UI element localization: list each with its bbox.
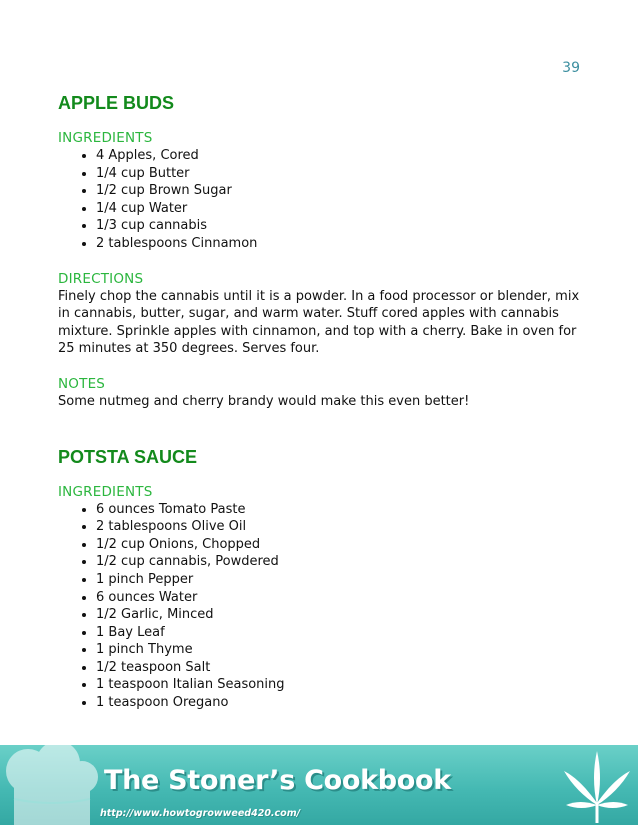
recipe-title: APPLE BUDS <box>58 93 175 113</box>
ingredient-item: • 1/3 cup cannabis <box>96 217 583 235</box>
ingredients-list <box>58 501 583 712</box>
directions-heading: DIRECTIONS <box>58 270 144 287</box>
ingredient-item: • 6 ounces Water <box>96 589 583 607</box>
ingredient-item: • 2 tablespoons Olive Oil <box>96 518 583 536</box>
ingredient-item: • 1/2 Garlic, Minced <box>96 606 583 624</box>
ingredient-item: • 1 pinch Thyme <box>96 641 583 659</box>
page-content <box>58 92 583 712</box>
ingredient-item: • 6 ounces Tomato Paste <box>96 501 583 519</box>
ingredient-item: • 1/4 cup Water <box>96 200 583 218</box>
footer-banner <box>0 745 638 825</box>
ingredient-item: • 4 Apples, Cored <box>96 147 583 165</box>
ingredient-item: • 2 tablespoons Cinnamon <box>96 235 583 253</box>
directions-text: Finely chop the cannabis until it is a powder. In a food processor or blender, mix in cannabis, butter, sugar, and warm water. Stuff cored apples with cannabis mixture. Sprinkle apples with cinnamon, and top with a cherry. Bake in oven for 25 minutes at 350 degrees. Serves four. <box>58 288 580 357</box>
ingredients-heading: INGREDIENTS <box>58 130 153 146</box>
notes-text: Some nutmeg and cherry brandy would make this even better! <box>58 393 470 409</box>
notes-heading: NOTES <box>58 375 106 392</box>
cookbook-title: The Stoner’s Cookbook <box>104 765 451 796</box>
page-number: 39 <box>562 60 580 76</box>
ingredient-item: • 1/2 cup Onions, Chopped <box>96 536 583 554</box>
ingredient-item: • 1 teaspoon Oregano <box>96 694 583 712</box>
ingredient-item: • 1/2 teaspoon Salt <box>96 659 583 677</box>
website-url: http://www.howtogrowweed420.com/ <box>100 808 301 819</box>
recipe-title: POTSTA SAUCE <box>58 446 198 467</box>
ingredient-item: • 1/2 cup cannabis, Powdered <box>96 553 583 571</box>
ingredient-item: • 1 Bay Leaf <box>96 624 583 642</box>
ingredient-item: • 1 teaspoon Italian Seasoning <box>96 676 583 694</box>
ingredient-item: • 1/2 cup Brown Sugar <box>96 182 583 200</box>
chef-hat-icon <box>0 745 100 825</box>
ingredients-heading: INGREDIENTS <box>58 483 153 500</box>
cannabis-leaf-icon <box>562 747 632 825</box>
ingredient-item: • 1 pinch Pepper <box>96 571 583 589</box>
ingredient-item: • 1/4 cup Butter <box>96 165 583 183</box>
ingredients-list <box>58 147 583 253</box>
